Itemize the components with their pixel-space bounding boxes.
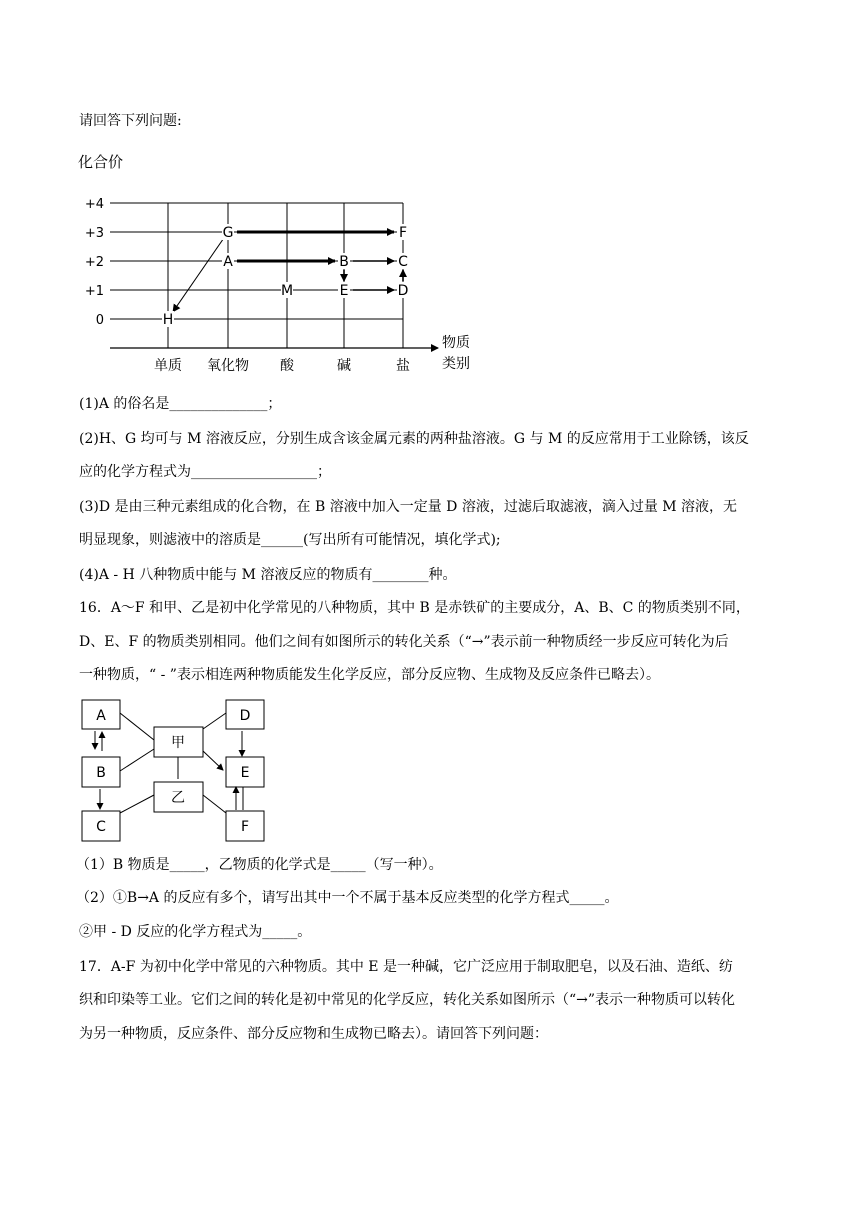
chart-xlabel-line2: 类别	[442, 356, 470, 372]
q15-part2-line1: (2)H、G 均可与 M 溶液反应，分别生成含该金属元素的两种盐溶液。G 与 M 的反应常用于工业除锈，该反	[79, 431, 749, 447]
y-tick-label: +4	[84, 197, 104, 212]
q17-stem-line3: 为另一种物质，反应条件、部分反应物和生成物已略去）。请回答下列问题：	[79, 1026, 548, 1042]
point-d: D	[397, 283, 409, 299]
chart-ylabel: 化合价	[78, 153, 124, 171]
q15-part2-line2: 应的化学方程式为__________________；	[79, 464, 331, 480]
q16-sub2: （2）①B→A 的反应有多个，请写出其中一个不属于基本反应类型的化学方程式_____。	[76, 890, 619, 906]
point-c: C	[398, 254, 408, 270]
relation-arrows	[173, 232, 403, 312]
q16-stem-line2: D、E、F 的物质类别相同。他们之间有如图所示的转化关系（“→”表示前一种物质经一步反应可转化为后	[79, 634, 729, 650]
y-tick-label: +3	[84, 226, 104, 241]
x-tick-label: 单质	[154, 358, 182, 374]
q15-part1: (1)A 的俗名是______________；	[79, 396, 282, 412]
q15-part3-line1: (3)D 是由三种元素组成的化合物，在 B 溶液中加入一定量 D 溶液，过滤后取滤液，滴入过量 M 溶液，无	[79, 499, 738, 515]
node-d: D	[239, 708, 251, 724]
valence-chart	[70, 145, 490, 380]
q16-sub1: （1）B 物质是_____，乙物质的化学式是_____（写一种）。	[76, 857, 443, 873]
q17-stem-line2: 织和印染等工业。它们之间的转化是初中常见的化学反应，转化关系如图所示（“→”表示一种物质可以转化	[79, 992, 736, 1008]
x-tick-labels	[154, 357, 410, 374]
q16-relation-diagram	[75, 695, 285, 845]
point-g: G	[222, 225, 234, 241]
chart-xlabel-line1: 物质	[442, 335, 470, 351]
node-a: A	[96, 708, 106, 724]
q16-stem-line3: 一种物质，“ - ”表示相连两种物质能发生化学反应，部分反应物、生成物及反应条件已略去）。	[79, 667, 660, 683]
node-yi: 乙	[171, 790, 185, 806]
grid	[110, 203, 403, 348]
point-f: F	[398, 225, 408, 241]
q15-part3-line2: 明显现象，则滤液中的溶质是______(写出所有可能情况，填化学式);	[79, 532, 501, 548]
node-c: C	[96, 819, 106, 835]
arrow-g-to-h	[173, 239, 223, 311]
y-tick-label: +2	[84, 255, 104, 270]
point-b: B	[339, 254, 349, 270]
node-jia: 甲	[171, 735, 185, 751]
y-tick-labels	[85, 197, 104, 328]
point-e: E	[339, 283, 349, 299]
x-tick-label: 氧化物	[207, 358, 249, 374]
node-b: B	[96, 765, 106, 781]
node-f: F	[240, 819, 250, 835]
point-m: M	[280, 283, 294, 299]
point-labels	[162, 224, 409, 328]
point-h: H	[162, 312, 174, 328]
q16-sub2-item2: ②甲 - D 反应的化学方程式为_____。	[79, 924, 312, 940]
q15-part4: (4)A - H 八种物质中能与 M 溶液反应的物质有________种。	[79, 567, 457, 583]
point-a: A	[223, 254, 233, 270]
q17-stem-line1: 17．A-F 为初中化学中常见的六种物质。其中 E 是一种碱，它广泛应用于制取肥皂，以及石油、造纸、纺	[79, 959, 733, 975]
x-tick-label: 酸	[280, 358, 294, 374]
x-tick-label: 盐	[396, 358, 410, 374]
q16-stem-line1: 16．A～F 和甲、乙是初中化学常见的八种物质，其中 B 是赤铁矿的主要成分，A、B、C 的物质类别不同，	[79, 600, 750, 616]
x-tick-label: 碱	[337, 358, 351, 374]
intro-text: 请回答下列问题:	[79, 113, 182, 129]
node-e: E	[240, 765, 250, 781]
y-tick-label: +1	[84, 284, 104, 299]
y-tick-label: 0	[95, 313, 104, 328]
